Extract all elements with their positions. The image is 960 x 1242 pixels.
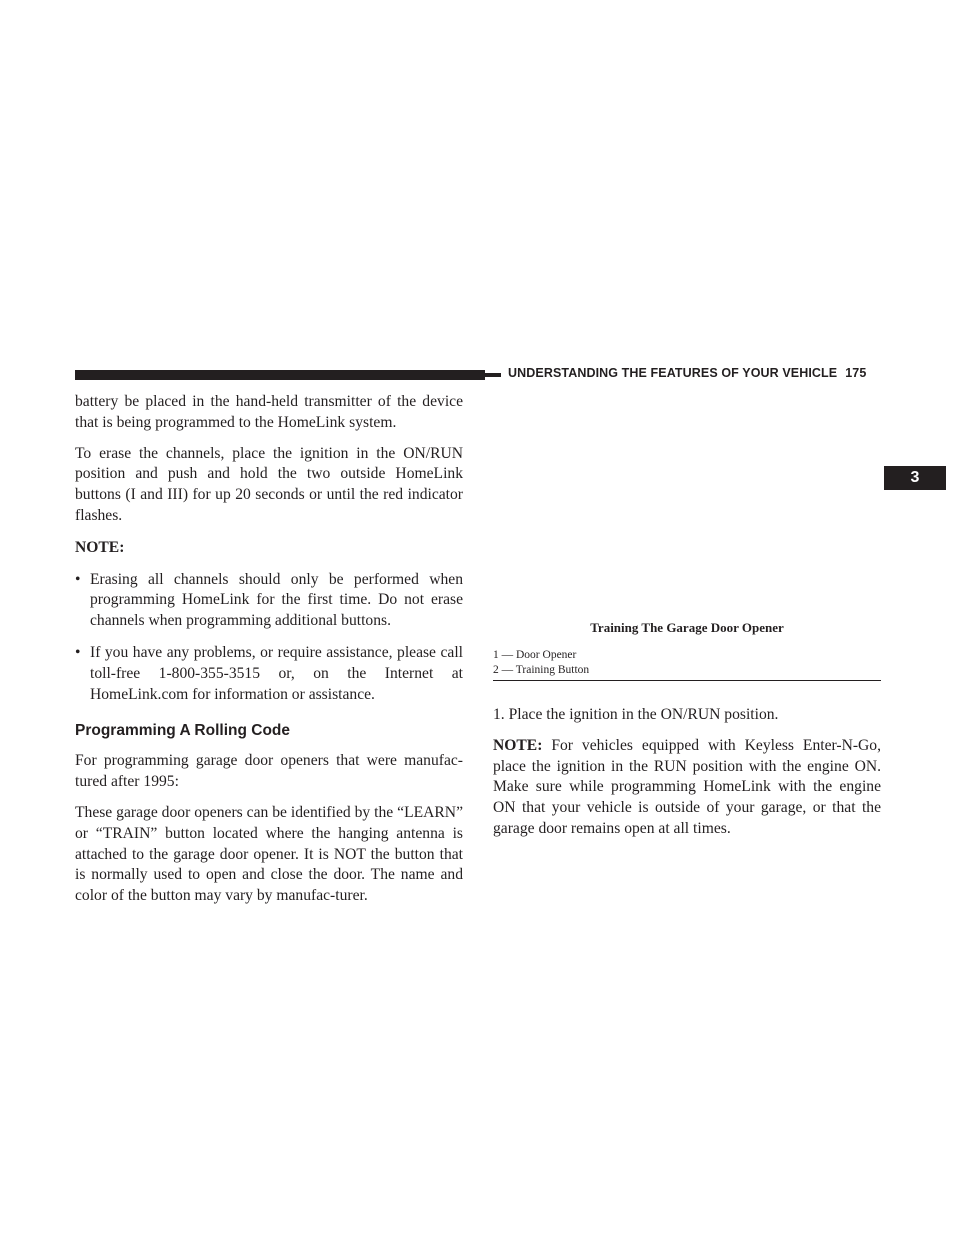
bullet-symbol: • [75, 570, 81, 588]
note-paragraph [493, 736, 881, 840]
bullet-symbol: • [75, 643, 81, 661]
page-number: 175 [845, 366, 867, 380]
bullet-text: If you have any problems, or require assistance, please call toll-free 1-800-355-3515 or, on the Internet at HomeLink.com for information or assistance. [90, 643, 463, 703]
bullet-item [75, 570, 463, 632]
left-column [75, 392, 463, 907]
note-text: For vehicles equipped with Keyless Enter-N-Go, place the ignition in the RUN position with the engine ON. Make sure while programming HomeLink with the engine ON that your vehicle is outside of your garage, or that the garage door remains open at all times. [493, 736, 881, 837]
section-heading: Programming A Rolling Code [75, 722, 290, 740]
step-1: 1. Place the ignition in the ON/RUN position. [493, 706, 779, 723]
figure-legend-item: 1 — Door Opener [493, 649, 577, 661]
header-rule-end [485, 373, 501, 377]
note-label: NOTE: [493, 736, 543, 754]
paragraph-learn-button: These garage door openers can be identified by the “LEARN” or “TRAIN” button located where the hanging antenna is attached to the garage door opener. It is NOT the button that is normally used to open and close the door. The name and color of the button may vary by manufac-turer. [75, 803, 463, 905]
figure-legend-item: 2 — Training Button [493, 664, 590, 676]
paragraph-battery: battery be placed in the hand-held transmitter of the device that is being programmed to the HomeLink system. [75, 393, 463, 431]
bullet-text: Erasing all channels should only be performed when programming HomeLink for the first time. Do not erase channels when programming additional buttons. [90, 570, 463, 630]
paragraph-rolling-code-intro: For programming garage door openers that were manufac-tured after 1995: [75, 752, 463, 791]
chapter-tab: 3 [884, 466, 946, 490]
figure-rule [493, 680, 881, 681]
right-column [493, 620, 881, 840]
bullet-item [75, 643, 463, 705]
note-label: NOTE: [75, 538, 125, 556]
running-head [508, 366, 866, 380]
paragraph-erase-channels: To erase the channels, place the ignition in the ON/RUN position and push and hold the two outside HomeLink buttons (I and III) for up 20 seconds or until the red indicator flashes. [75, 444, 463, 524]
header-rule [75, 370, 485, 380]
figure-caption: Training The Garage Door Opener [590, 620, 784, 635]
section-title: UNDERSTANDING THE FEATURES OF YOUR VEHICLE [508, 366, 838, 380]
